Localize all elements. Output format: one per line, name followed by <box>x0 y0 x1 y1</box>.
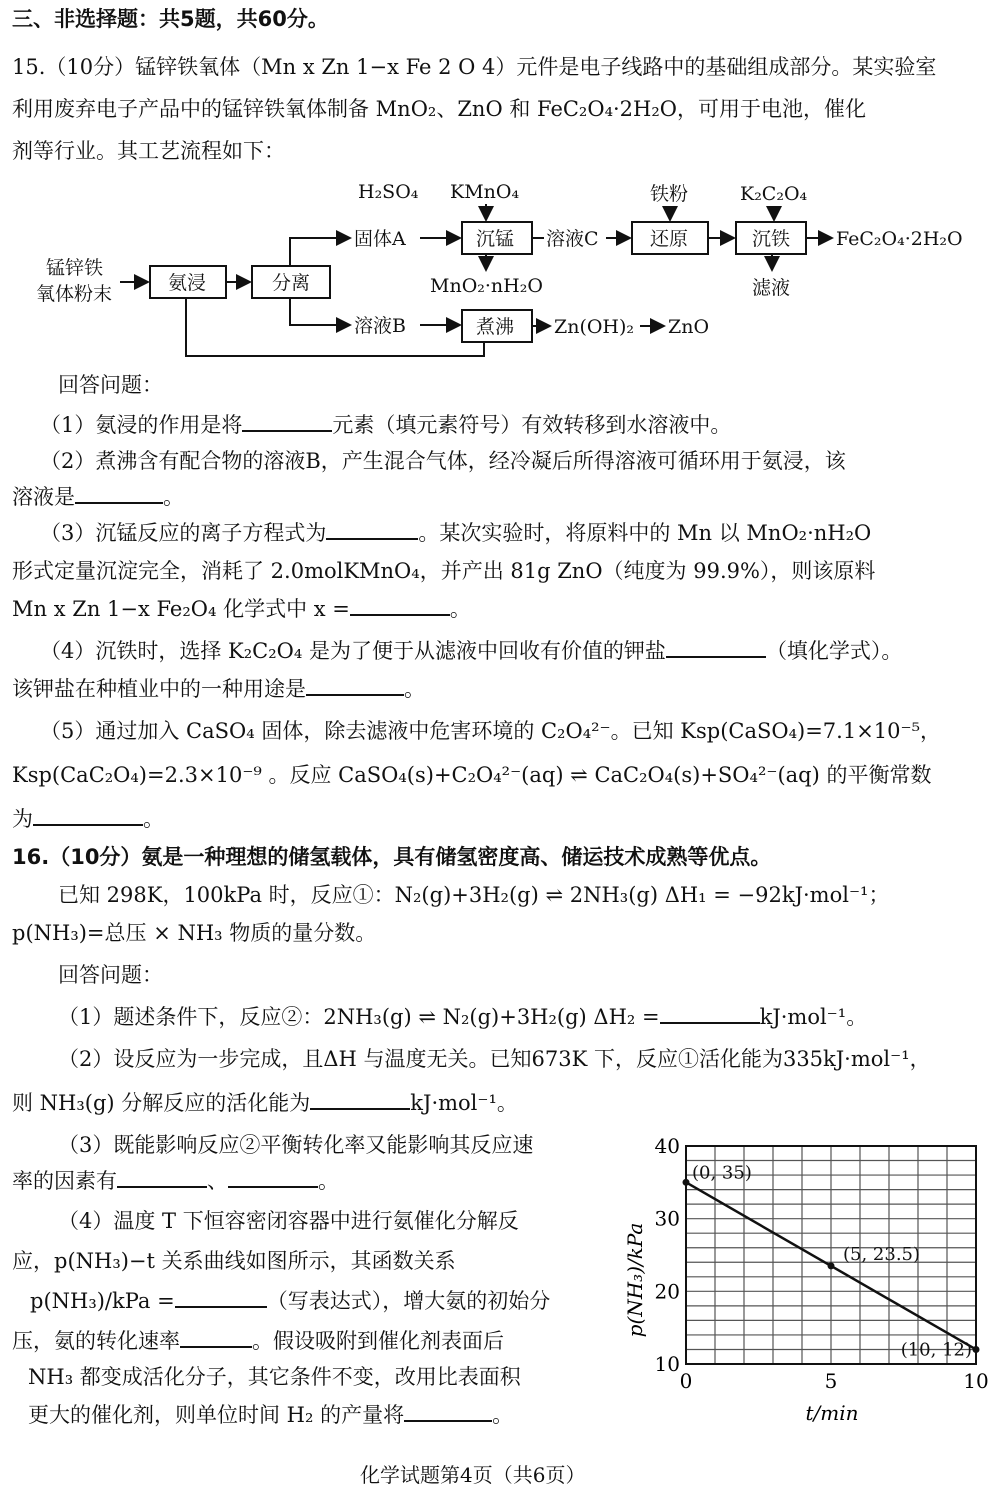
q15-p4-text-b: 该钾盐在种植业中的一种用途是 <box>12 677 306 701</box>
reagent-kmno4: KMnO₄ <box>450 181 520 203</box>
q15-p1-text-a: （1）氨浸的作用是将 <box>40 413 243 437</box>
q16-p3-sep: 、 <box>207 1169 228 1193</box>
q16-p3-blank-2[interactable] <box>228 1168 318 1188</box>
q16-p3-blank-1[interactable] <box>117 1168 207 1188</box>
solution-b: 溶液B <box>354 315 406 337</box>
q15-p3-text-a2: 。某次实验时，将原料中的 Mn 以 MnO₂·nH₂O <box>418 521 872 545</box>
q16-part2-line2 <box>12 1088 518 1118</box>
q15-p3-text-c: Mn x Zn 1−x Fe₂O₄ 化学式中 x = <box>12 597 350 621</box>
q15-p3-blank-1[interactable] <box>326 520 418 540</box>
step-boil: 煮沸 <box>476 316 515 338</box>
q16-p4-text-c2: （写表达式），增大氨的初始分 <box>266 1289 551 1313</box>
q15-p3-text-a1: （3）沉锰反应的离子方程式为 <box>40 521 327 545</box>
q16-p4-text-f1: 更大的催化剂，则单位时间 H₂ 的产量将 <box>28 1403 405 1427</box>
q16-p4-text-d2: 。假设吸附到催化剂表面后 <box>252 1329 504 1353</box>
step-ammonia-leach: 氨浸 <box>168 272 207 294</box>
q15-p4-text-a1: （4）沉铁时，选择 K₂C₂O₄ 是为了便于从滤液中回收有价值的钾盐 <box>40 639 666 663</box>
q16-p4-period: 。 <box>492 1403 514 1427</box>
q16-p1-text-a: （1）题述条件下，反应②：2NH₃(g) ⇌ N₂(g)+3H₂(g) ΔH₂ = <box>58 1005 660 1029</box>
q16-p4-blank-3[interactable] <box>404 1402 492 1422</box>
q16-answer-prompt: 回答问题： <box>58 963 163 987</box>
q15-part4-line2 <box>12 674 425 704</box>
q16-intro: 16.（10分）氨是一种理想的储氢载体，具有储氢密度高、储运技术成熟等优点。 <box>12 845 772 869</box>
q15-intro-line3: 剂等行业。其工艺流程如下： <box>12 139 285 163</box>
q15-p1-blank[interactable] <box>242 412 332 432</box>
q16-part4-line4 <box>12 1326 504 1356</box>
reagent-k2c2o4: K₂C₂O₄ <box>740 183 808 205</box>
q16-p4-text-c1: p(NH₃)/kPa = <box>30 1289 175 1313</box>
q16-given-2: p(NH₃)=总压 × NH₃ 物质的量分数。 <box>12 921 377 945</box>
filtrate: 滤液 <box>752 277 791 299</box>
chart-xlabel: t/min <box>805 1401 859 1425</box>
q15-p5-blank[interactable] <box>33 806 143 826</box>
q16-p2-text-c: kJ·mol⁻¹。 <box>410 1091 518 1115</box>
q15-p4-blank-1[interactable] <box>666 638 766 658</box>
raw-material-line2: 氧体粉末 <box>36 283 113 305</box>
reagent-iron: 铁粉 <box>650 183 689 205</box>
q15-part3-line1 <box>40 518 871 548</box>
y-tick-label: 10 <box>654 1352 680 1376</box>
y-tick-label: 40 <box>654 1134 680 1158</box>
data-point <box>683 1179 690 1186</box>
step-mn-precip: 沉锰 <box>476 228 515 250</box>
q16-p4-blank-2[interactable] <box>180 1328 252 1348</box>
zn-oh2: Zn(OH)₂ <box>554 316 635 338</box>
step-fe-precip: 沉铁 <box>752 228 791 250</box>
q16-part4-line3 <box>30 1286 550 1316</box>
data-label: (10, 12) <box>900 1339 972 1361</box>
mno2-product: MnO₂·nH₂O <box>430 275 543 297</box>
data-label: (0, 35) <box>692 1162 752 1184</box>
data-label: (5, 23.5) <box>843 1243 921 1265</box>
q15-p4-period: 。 <box>404 677 425 701</box>
q15-p4-text-a2: （填化学式）。 <box>765 639 903 663</box>
q15-part2-line1: （2）煮沸含有配合物的溶液B，产生混合气体，经冷凝后所得溶液可循环用于氨浸，该 <box>40 449 846 473</box>
q16-p1-blank[interactable] <box>660 1004 760 1024</box>
q16-p4-blank-1[interactable] <box>175 1288 267 1308</box>
data-point <box>828 1262 835 1269</box>
data-point <box>973 1346 980 1353</box>
x-tick-label: 10 <box>963 1369 989 1393</box>
q16-part2-line1: （2）设反应为一步完成，且ΔH 与温度无关。已知673K 下，反应①活化能为335kJ·mol⁻¹， <box>58 1047 931 1071</box>
reagent-h2so4: H₂SO₄ <box>358 181 419 203</box>
q15-p3-period: 。 <box>449 597 471 621</box>
q15-part3-line3 <box>12 594 471 624</box>
solution-c: 溶液C <box>546 228 599 250</box>
zno-product: ZnO <box>668 316 710 338</box>
q16-p2-text-b: 则 NH₃(g) 分解反应的活化能为 <box>12 1091 311 1115</box>
chart-ylabel: p(NH₃)/kPa <box>623 1222 647 1338</box>
q15-part2-line2 <box>12 482 184 512</box>
q15-p1-text-b: 元素（填元素符号）有效转移到水溶液中。 <box>332 413 732 437</box>
step-separate: 分离 <box>272 272 311 294</box>
section-header: 三、非选择题：共5题，共60分。 <box>12 7 329 31</box>
q16-p3-period: 。 <box>318 1169 339 1193</box>
process-flow-diagram <box>0 170 996 370</box>
q15-part5-line3 <box>12 804 164 834</box>
q15-part1 <box>40 410 731 440</box>
x-tick-label: 5 <box>824 1369 838 1393</box>
q15-p5-period: 。 <box>143 807 164 831</box>
q15-p4-blank-2[interactable] <box>306 676 404 696</box>
raw-material-line1: 锰锌铁 <box>46 257 104 279</box>
q16-p4-text-d1: 压，氨的转化速率 <box>12 1329 180 1353</box>
q16-p2-blank[interactable] <box>310 1090 410 1110</box>
q15-answer-prompt: 回答问题： <box>58 373 163 397</box>
q16-part4-line6 <box>28 1400 513 1430</box>
q15-p5-text-c: 为 <box>12 807 33 831</box>
q15-p2-blank[interactable] <box>75 484 163 504</box>
y-tick-label: 20 <box>654 1279 680 1304</box>
q16-part3-line2 <box>12 1166 339 1196</box>
q15-intro-line1: 15.（10分）锰锌铁氧体（Mn x Zn 1−x Fe 2 O 4）元件是电子线路中的基础组成部分。某实验室 <box>12 55 937 79</box>
q16-p3-text-b: 率的因素有 <box>12 1169 117 1193</box>
q15-p2-text-b: 溶液是 <box>12 485 75 509</box>
pressure-time-chart <box>620 1130 990 1430</box>
fe-product: FeC₂O₄·2H₂O <box>836 228 963 250</box>
q16-part4-line5: NH₃ 都变成活化分子，其它条件不变，改用比表面积 <box>28 1365 521 1389</box>
q16-part4-line2: 应，p(NH₃)−t 关系曲线如图所示，其函数关系 <box>12 1249 456 1273</box>
page-footer: 化学试题第4页（共6页） <box>360 1463 586 1487</box>
q15-intro-line2: 利用废弃电子产品中的锰锌铁氧体制备 MnO₂、ZnO 和 FeC₂O₄·2H₂O，可用于电池，催化 <box>12 97 866 121</box>
solid-a: 固体A <box>354 228 406 250</box>
q15-p2-period: 。 <box>163 485 184 509</box>
q16-given-1: 已知 298K，100kPa 时，反应①：N₂(g)+3H₂(g) ⇌ 2NH₃(g) ΔH₁ = −92kJ·mol⁻¹； <box>58 883 890 907</box>
q15-p3-blank-2[interactable] <box>350 596 450 616</box>
x-tick-label: 0 <box>679 1369 693 1393</box>
q15-part5-line2: Ksp(CaC₂O₄)=2.3×10⁻⁹ 。反应 CaSO₄(s)+C₂O₄²⁻(aq) ⇌ CaC₂O₄(s)+SO₄²⁻(aq) 的平衡常数 <box>12 763 932 787</box>
step-reduce: 还原 <box>650 228 689 250</box>
y-tick-label: 30 <box>654 1206 680 1231</box>
q16-part4-line1: （4）温度 T 下恒容密闭容器中进行氨催化分解反 <box>58 1209 519 1233</box>
q15-part3-line2: 形式定量沉淀完全，消耗了 2.0molKMnO₄，并产出 81g ZnO（纯度为 99.9%），则该原料 <box>12 559 876 583</box>
q16-p1-text-b: kJ·mol⁻¹。 <box>759 1005 868 1029</box>
q16-part1 <box>58 1002 867 1032</box>
q15-part4-line1 <box>40 636 902 666</box>
q16-part3-line1: （3）既能影响反应②平衡转化率又能影响其反应速 <box>58 1133 534 1157</box>
q15-part5-line1: （5）通过加入 CaSO₄ 固体，除去滤液中危害环境的 C₂O₄²⁻。已知 Ksp(CaSO₄)=7.1×10⁻⁵， <box>40 719 942 743</box>
